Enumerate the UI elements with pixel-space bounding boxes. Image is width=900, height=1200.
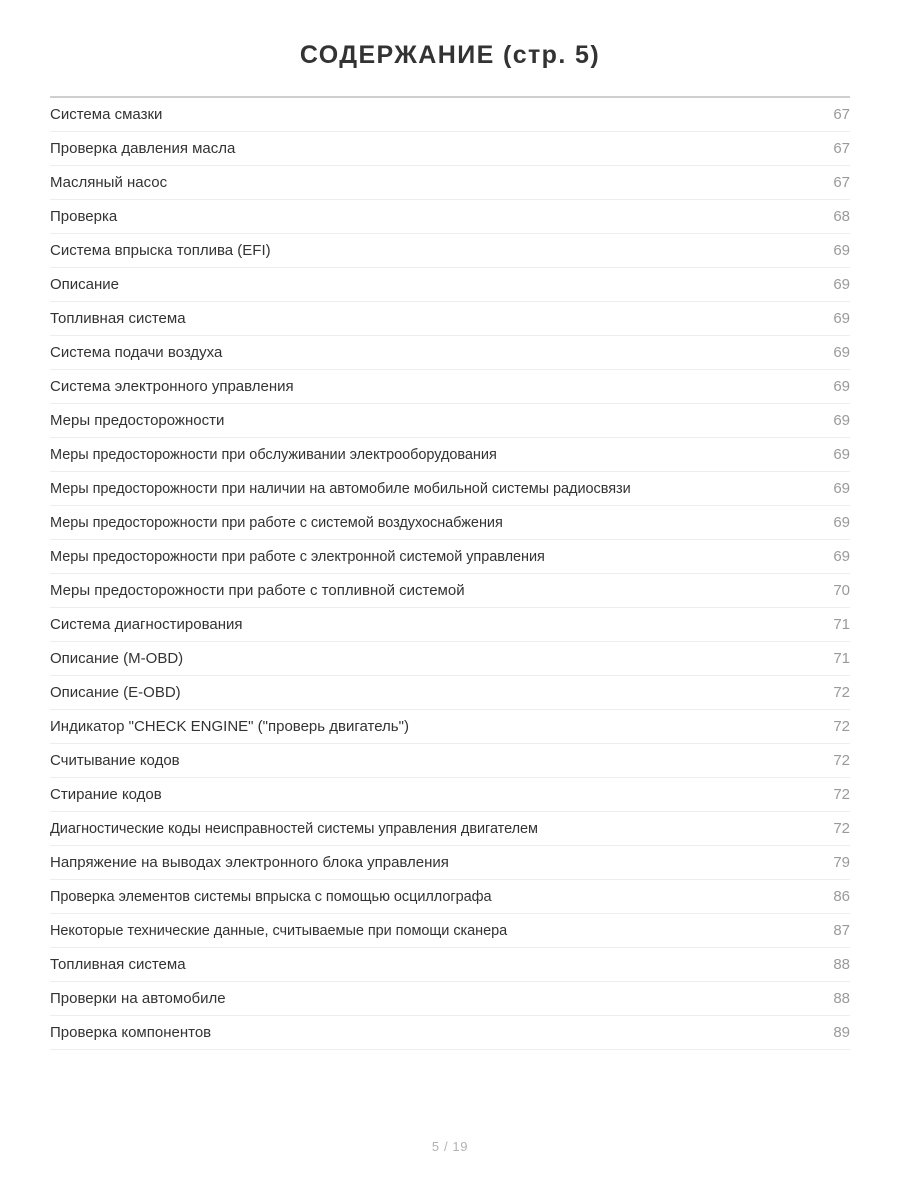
toc-entry-page-number: 70 bbox=[833, 582, 850, 599]
toc-entry-label: Система электронного управления bbox=[50, 378, 294, 395]
toc-entry-page-number: 87 bbox=[833, 922, 850, 939]
toc-entry[interactable] bbox=[50, 472, 850, 506]
toc-entry-page-number: 67 bbox=[833, 174, 850, 191]
toc-entry[interactable] bbox=[50, 132, 850, 166]
toc-entry[interactable] bbox=[50, 574, 850, 608]
toc-entry-label: Меры предосторожности при работе с топливной системой bbox=[50, 582, 465, 599]
toc-entry[interactable] bbox=[50, 982, 850, 1016]
toc-entry-label: Топливная система bbox=[50, 310, 186, 327]
toc-entry[interactable] bbox=[50, 608, 850, 642]
toc-entry-label: Система впрыска топлива (EFI) bbox=[50, 242, 271, 259]
toc-entry-label: Система смазки bbox=[50, 106, 163, 123]
toc-entry[interactable] bbox=[50, 370, 850, 404]
toc-entry-page-number: 86 bbox=[833, 888, 850, 905]
toc-entry-label: Напряжение на выводах электронного блока управления bbox=[50, 854, 449, 871]
toc-entry[interactable] bbox=[50, 404, 850, 438]
toc-entry[interactable] bbox=[50, 166, 850, 200]
toc-entry-label: Стирание кодов bbox=[50, 786, 162, 803]
toc-entry-page-number: 72 bbox=[833, 752, 850, 769]
toc-entry[interactable] bbox=[50, 506, 850, 540]
toc-entry[interactable] bbox=[50, 744, 850, 778]
toc-entry-label: Меры предосторожности при наличии на автомобиле мобильной системы радиосвязи bbox=[50, 481, 631, 497]
toc-entry-page-number: 71 bbox=[833, 616, 850, 633]
toc-entry-label: Проверка элементов системы впрыска с помощью осциллографа bbox=[50, 889, 492, 905]
toc-entry-page-number: 69 bbox=[833, 310, 850, 327]
page-title: СОДЕРЖАНИЕ (стр. 5) bbox=[299, 41, 601, 69]
toc-entry-label: Меры предосторожности bbox=[50, 412, 225, 429]
toc-entry-page-number: 67 bbox=[833, 140, 850, 157]
toc-entry[interactable] bbox=[50, 540, 850, 574]
toc-entry[interactable] bbox=[50, 676, 850, 710]
toc-entry-label: Масляный насос bbox=[50, 174, 168, 191]
toc-entry-page-number: 69 bbox=[833, 276, 850, 293]
toc-entry-label: Описание (E-OBD) bbox=[50, 684, 181, 701]
toc-entry[interactable] bbox=[50, 234, 850, 268]
toc-entry-page-number: 79 bbox=[833, 854, 850, 871]
toc-entry-page-number: 69 bbox=[833, 344, 850, 361]
toc-entry-label: Меры предосторожности при обслуживании электрооборудования bbox=[50, 447, 497, 463]
toc-entry-page-number: 69 bbox=[833, 514, 850, 531]
toc-entry-page-number: 69 bbox=[833, 548, 850, 565]
toc-entry[interactable] bbox=[50, 336, 850, 370]
toc-entry-label: Меры предосторожности при работе с электронной системой управления bbox=[50, 549, 545, 565]
toc-entry-label: Система диагностирования bbox=[50, 616, 243, 633]
toc-entry-page-number: 88 bbox=[833, 990, 850, 1007]
toc-entry-label: Система подачи воздуха bbox=[50, 344, 223, 361]
toc-entry[interactable] bbox=[50, 914, 850, 948]
toc-entry-label: Проверка давления масла bbox=[50, 140, 236, 157]
toc-entry-page-number: 67 bbox=[833, 106, 850, 123]
toc-entry-page-number: 69 bbox=[833, 446, 850, 463]
toc-entry-page-number: 72 bbox=[833, 718, 850, 735]
toc-entry[interactable] bbox=[50, 710, 850, 744]
toc-entry[interactable] bbox=[50, 846, 850, 880]
toc-entry-page-number: 69 bbox=[833, 378, 850, 395]
toc-entry[interactable] bbox=[50, 880, 850, 914]
toc-entry-page-number: 88 bbox=[833, 956, 850, 973]
toc-entry-page-number: 72 bbox=[833, 684, 850, 701]
toc-entry-label: Некоторые технические данные, считываемые при помощи сканера bbox=[50, 923, 508, 939]
toc-entry-label: Проверки на автомобиле bbox=[50, 990, 226, 1007]
toc-entry[interactable] bbox=[50, 200, 850, 234]
toc-entry[interactable] bbox=[50, 778, 850, 812]
toc-entry-label: Проверка компонентов bbox=[50, 1024, 212, 1041]
toc-entry-label: Меры предосторожности при работе с системой воздухоснабжения bbox=[50, 515, 503, 531]
toc-entry-page-number: 71 bbox=[833, 650, 850, 667]
toc-entry-label: Диагностические коды неисправностей системы управления двигателем bbox=[50, 821, 538, 837]
toc-entry[interactable] bbox=[50, 268, 850, 302]
toc-entry-page-number: 89 bbox=[833, 1024, 850, 1041]
toc-entry-page-number: 72 bbox=[833, 786, 850, 803]
table-of-contents-list bbox=[0, 98, 900, 1050]
page-number-footer: 5 / 19 bbox=[431, 1139, 469, 1154]
toc-entry[interactable] bbox=[50, 812, 850, 846]
toc-entry-page-number: 69 bbox=[833, 242, 850, 259]
toc-entry-label: Топливная система bbox=[50, 956, 186, 973]
toc-entry-page-number: 69 bbox=[833, 412, 850, 429]
toc-entry-page-number: 68 bbox=[833, 208, 850, 225]
toc-entry-label: Описание bbox=[50, 276, 120, 293]
toc-entry-page-number: 72 bbox=[833, 820, 850, 837]
toc-entry[interactable] bbox=[50, 438, 850, 472]
toc-entry-label: Индикатор "CHECK ENGINE" ("проверь двигатель") bbox=[50, 718, 409, 735]
toc-entry[interactable] bbox=[50, 1016, 850, 1050]
toc-entry[interactable] bbox=[50, 948, 850, 982]
toc-entry-label: Описание (M-OBD) bbox=[50, 650, 184, 667]
toc-entry-page-number: 69 bbox=[833, 480, 850, 497]
toc-entry[interactable] bbox=[50, 98, 850, 132]
toc-entry[interactable] bbox=[50, 642, 850, 676]
toc-entry-label: Проверка bbox=[50, 208, 118, 225]
toc-entry[interactable] bbox=[50, 302, 850, 336]
toc-entry-label: Считывание кодов bbox=[50, 752, 180, 769]
